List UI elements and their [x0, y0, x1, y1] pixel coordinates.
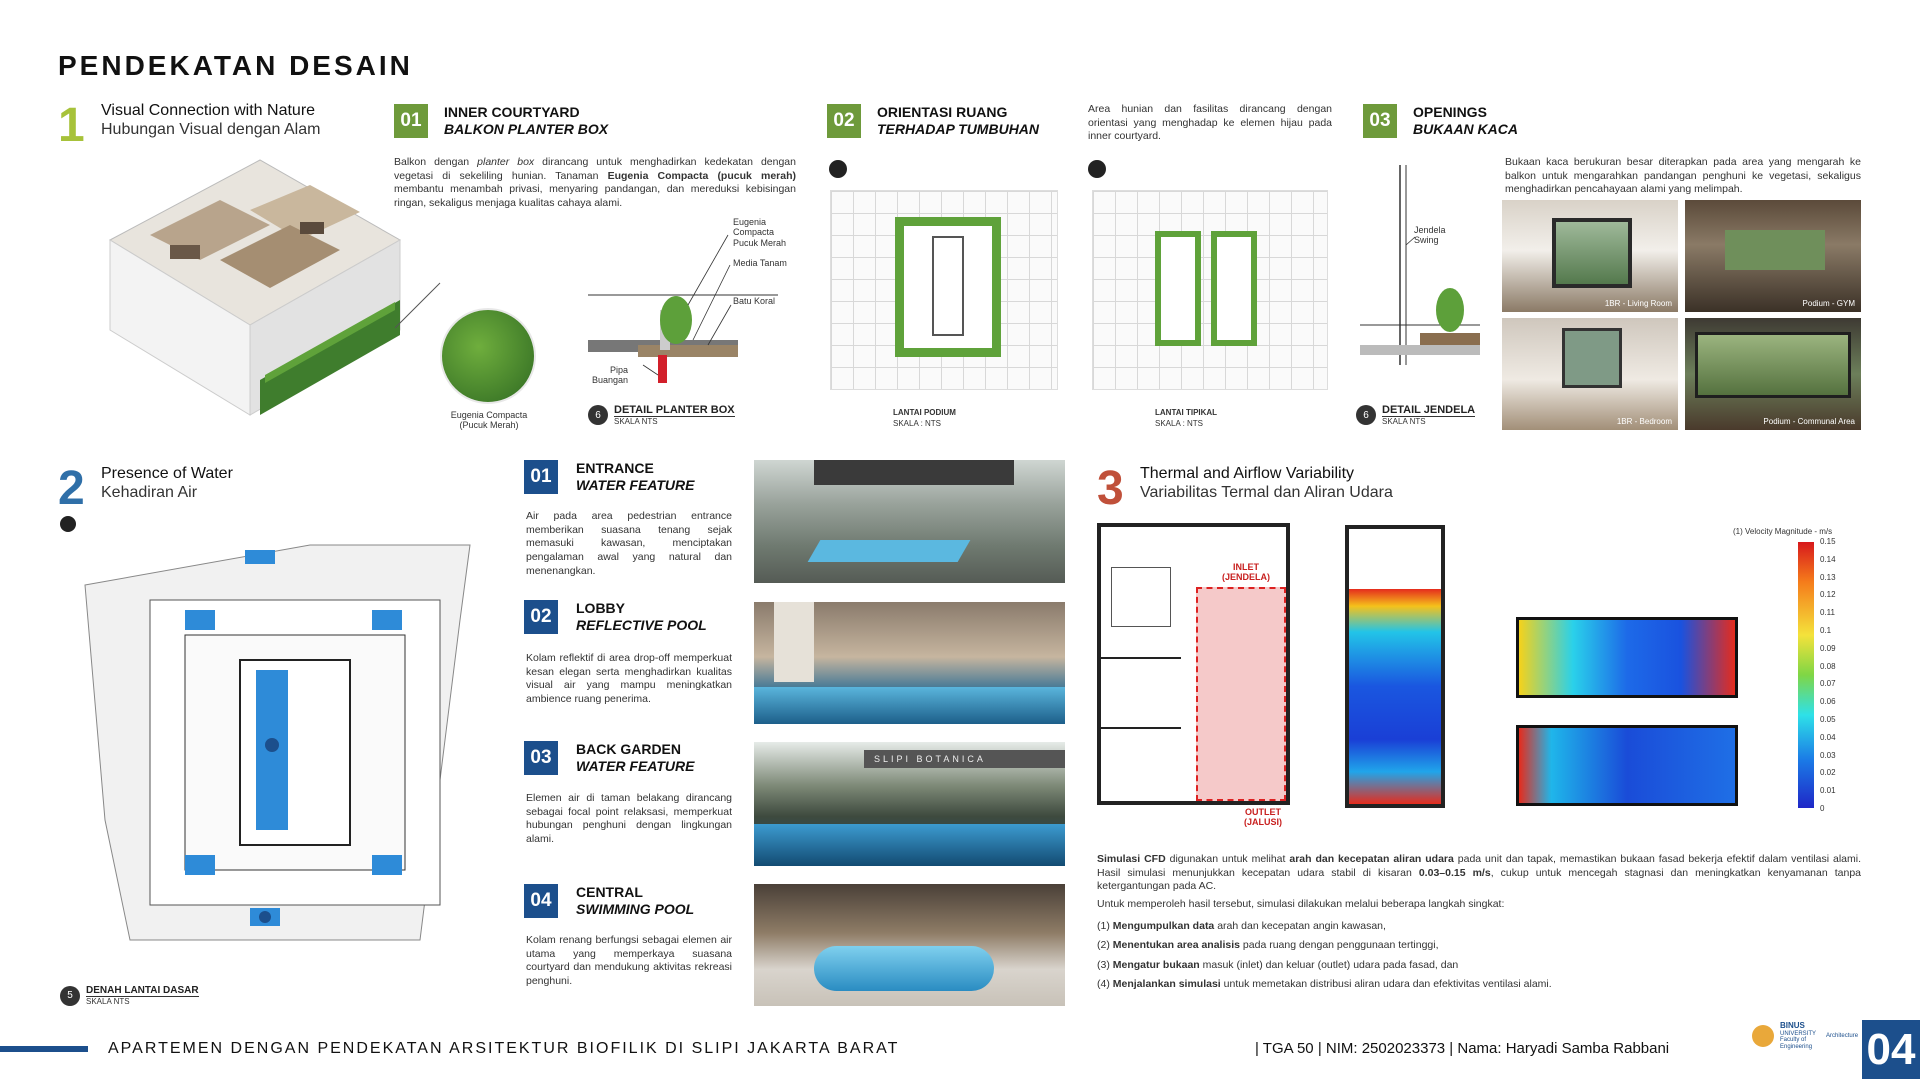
plan1-label: LANTAI PODIUM: [893, 408, 956, 417]
velocity-color-scale: [1798, 542, 1814, 808]
cfd-steps-list: [1097, 917, 1861, 995]
water-item-2-title2: REFLECTIVE POOL: [576, 617, 707, 633]
water-item-2-title1: LOBBY: [576, 600, 625, 616]
cfd-step-number: (4): [1097, 978, 1110, 991]
legend-tick: 0.1: [1820, 625, 1832, 635]
label-eugenia: [733, 217, 786, 248]
footer-student-identity: | TGA 50 | NIM: 2502023373 | Nama: Haryadi Samba Rabbani: [1255, 1040, 1670, 1057]
sub01-desc-bold: Eugenia Compacta (pucuk merah): [607, 169, 796, 182]
badge-02: 02: [827, 104, 861, 138]
podium-courtyard-green: [895, 217, 1001, 357]
legend-tick: 0.15: [1820, 537, 1836, 546]
inlet-label: [1222, 563, 1270, 583]
window-detail-drawing: [1360, 165, 1480, 395]
sub02-description: Area hunian dan fasilitas dirancang dengan orientasi yang menghadap ke elemen hijau pada inner courtyard.: [1088, 103, 1332, 143]
legend-tick: 0.05: [1820, 714, 1836, 724]
detail-jendela-number: 6: [1356, 405, 1376, 425]
photo-caption-3: 1BR - Bedroom: [1616, 417, 1672, 426]
cfd-para1-b1: Simulasi CFD: [1097, 853, 1166, 865]
sub01-title1: INNER COURTYARD: [444, 104, 580, 120]
badge-03: 03: [1363, 104, 1397, 138]
inlet-label-1: INLET: [1233, 562, 1259, 572]
photo-communal-area: [1685, 318, 1861, 430]
legend-tick: 0.09: [1820, 643, 1836, 653]
legend-tick: 0.03: [1820, 750, 1836, 760]
cfd-section-heatmap-1: [1516, 617, 1738, 698]
sub02-title2: TERHADAP TUMBUHAN: [877, 121, 1040, 137]
photo-living-room: [1502, 200, 1678, 312]
sub01-desc-post: membantu menambah privasi, menyaring pandangan, dan mereduksi kebisingan ringan, sekaligus menjaga kualitas cahaya alami.: [394, 183, 796, 209]
legend-tick: 0.01: [1820, 786, 1836, 796]
water-item-1-title2: WATER FEATURE: [576, 477, 695, 493]
north-arrow-icon: [829, 160, 847, 178]
sub03-description: Bukaan kaca berukuran besar diterapkan pada area yang mengarah ke balkon untuk mengarahkan pandangan penghuni ke vegetasi, sekaligus menghadirkan pencahayaan alami yang melimpah.: [1505, 156, 1861, 196]
leader-line: [395, 278, 455, 338]
logo-text-4: Engineering: [1780, 1043, 1813, 1050]
render-back-garden-water-feature: [754, 742, 1065, 866]
water-item-4-title1: CENTRAL: [576, 884, 643, 900]
plan2-scale: SKALA : NTS: [1155, 419, 1204, 428]
water-badge-02: 02: [524, 600, 558, 634]
sub01-desc-italic: planter box: [477, 156, 535, 168]
plan-scale: SKALA NTS: [86, 997, 130, 1006]
cfd-step-bold: Menjalankan simulasi: [1112, 978, 1221, 991]
podium-floor-plan: [830, 190, 1058, 390]
ground-floor-plan-tag: [60, 985, 199, 1006]
binus-logo: [1752, 1022, 1858, 1051]
cfd-para1-b3: 0.03–0.15 m/s: [1418, 866, 1491, 879]
label-pipa-1: Pipa: [609, 365, 628, 375]
photo-caption-4: Podium - Communal Area: [1763, 417, 1855, 426]
logo-text-5: Architecture: [1826, 1033, 1859, 1040]
water-item-4-desc: Kolam renang berfungsi sebagai elemen air utama yang memperkaya suasana courtyard dan mendukung aktivitas rekreasi penghuni.: [526, 934, 732, 987]
sub01-title2: BALKON PLANTER BOX: [444, 121, 609, 137]
logo-text-2: UNIVERSITY: [1780, 1030, 1817, 1037]
detail-planter-tag: [588, 404, 735, 426]
label-pipa-2: Buangan: [591, 375, 628, 386]
legend-tick: 0.12: [1820, 590, 1836, 600]
section-2-title-id: Kehadiran Air: [101, 484, 198, 501]
cfd-step: [1097, 956, 1861, 975]
cfd-step-bold: Menentukan area analisis: [1112, 939, 1240, 952]
cfd-step: [1097, 917, 1861, 936]
label-batu-koral: Batu Koral: [733, 296, 776, 306]
section-2-number: 2: [58, 462, 85, 515]
render-entrance-water-feature: [754, 460, 1065, 583]
page-number: 04: [1862, 1020, 1920, 1079]
legend-title: (1) Velocity Magnitude - m/s: [1733, 527, 1833, 536]
cfd-step-text: pada ruang dengan penggunaan tertinggi,: [1242, 939, 1439, 952]
legend-tick: 0.02: [1820, 768, 1836, 778]
cfd-step-bold: Mengatur bukaan: [1112, 958, 1200, 971]
cfd-para1-b2: arah dan kecepatan aliran udara: [1289, 853, 1454, 865]
section-3-number: 3: [1097, 462, 1124, 515]
plan2-label: LANTAI TIPIKAL: [1155, 408, 1218, 417]
legend-tick: 0.13: [1820, 572, 1836, 582]
sub03-title2: BUKAAN KACA: [1413, 121, 1518, 137]
legend-tick: 0.14: [1820, 554, 1836, 564]
section-1-title-id: Hubungan Visual dengan Alam: [101, 121, 321, 138]
section-2-title-en: Presence of Water: [101, 465, 233, 482]
inlet-label-2: (JENDELA): [1222, 571, 1271, 582]
analysis-area: [1196, 587, 1286, 801]
section-1-title-en: Visual Connection with Nature: [101, 102, 316, 119]
cfd-step-number: (2): [1097, 939, 1110, 952]
badge-01: 01: [394, 104, 428, 138]
sub01-desc-pre: Balkon dengan: [394, 156, 470, 168]
outlet-label-2: (JALUSI): [1244, 816, 1282, 827]
label-pipa: [588, 365, 628, 386]
plan-number: 5: [60, 986, 80, 1006]
water-badge-03: 03: [524, 741, 558, 775]
legend-tick: 0.11: [1820, 608, 1835, 618]
detail-jendela-title: DETAIL JENDELA: [1382, 404, 1476, 416]
water-item-3-title1: BACK GARDEN: [576, 741, 681, 757]
footer-project-title: APARTEMEN DENGAN PENDEKATAN ARSITEKTUR BIOFILIK DI SLIPI JAKARTA BARAT: [108, 1040, 900, 1057]
cfd-step: [1097, 936, 1861, 955]
north-arrow-icon: [1088, 160, 1106, 178]
cfd-para1-t3: , cukup untuk mencegah stagnasi dan meningkatkan kenyamanan tanpa ketergantungan pada AC.: [1097, 866, 1862, 893]
cfd-para1-t1: digunakan untuk melihat: [1169, 853, 1286, 865]
detail-planter-title: DETAIL PLANTER BOX: [614, 404, 735, 416]
binus-logo-mark-icon: [1752, 1025, 1774, 1047]
water-item-1-title1: ENTRANCE: [576, 460, 654, 476]
plant-caption-line1: Eugenia Compacta: [450, 410, 528, 420]
label-jendela: [1414, 225, 1446, 246]
legend-tick: 0.04: [1820, 732, 1836, 742]
typical-floor-plan: [1092, 190, 1328, 390]
cfd-step-number: (3): [1097, 958, 1110, 971]
water-item-2-desc: Kolam reflektif di area drop-off memperkuat kesan elegan serta menghadirkan kualitas visual air yang mampu meningkatkan ambience ruang penerima.: [526, 652, 732, 705]
cfd-step-text: untuk memetakan distribusi aliran udara dan efektivitas ventilasi alami.: [1223, 978, 1552, 991]
label-jendela-2: Swing: [1414, 235, 1439, 246]
cfd-para1-t2: pada unit dan tapak, memastikan bukaan fasad bekerja efektif dalam ventilasi alami. Hasil simulasi menunjukkan kecepatan udara stabil di kisaran: [1097, 853, 1861, 879]
logo-text-1: BINUS: [1780, 1021, 1805, 1030]
legend-ticks: [1820, 537, 1836, 813]
ground-floor-plan: [60, 520, 490, 960]
cfd-step-number: (1): [1097, 920, 1110, 932]
plan1-scale: SKALA : NTS: [893, 419, 942, 428]
detail-jendela-tag: [1356, 404, 1475, 426]
outlet-label: [1244, 808, 1282, 828]
label-jendela-1: Jendela: [1414, 225, 1446, 235]
legend-tick: 0: [1820, 803, 1825, 813]
label-eugenia-3: Pucuk Merah: [733, 237, 787, 248]
sub01-desc-mid: dirancang untuk menghadirkan kedekatan dengan vegetasi di sekeliling hunian. Tanaman: [394, 156, 796, 182]
cfd-step-bold: Mengumpulkan data: [1112, 920, 1215, 932]
label-eugenia-1: Eugenia: [733, 217, 767, 227]
photo-caption-2: Podium - GYM: [1802, 299, 1855, 308]
plant-caption: [443, 410, 535, 430]
legend-tick: 0.07: [1820, 679, 1836, 689]
section-3-title-id: Variabilitas Termal dan Aliran Udara: [1140, 484, 1393, 501]
water-item-3-title2: WATER FEATURE: [576, 758, 695, 774]
cfd-step: [1097, 975, 1861, 994]
plant-caption-line2: (Pucuk Merah): [459, 420, 519, 430]
page-title: PENDEKATAN DESAIN: [58, 50, 413, 81]
sub02-title1: ORIENTASI RUANG: [877, 104, 1008, 120]
sub01-description: [394, 156, 796, 211]
render-central-swimming-pool: [754, 884, 1065, 1006]
detail-planter-number: 6: [588, 405, 608, 425]
photo-caption-1: 1BR - Living Room: [1604, 299, 1672, 308]
water-item-1-desc: Air pada area pedestrian entrance memberikan suasana tenang sejak memasuki kawasan, menciptakan pengalaman awal yang natural dan menenangkan.: [526, 510, 732, 577]
render-lobby-reflective-pool: [754, 602, 1065, 724]
logo-text-3: Faculty of: [1780, 1037, 1807, 1044]
water-item-4-title2: SWIMMING POOL: [576, 901, 695, 917]
label-eugenia-2: Compacta: [733, 227, 775, 238]
detail-jendela-scale: SKALA NTS: [1382, 417, 1426, 426]
cfd-step-text: arah dan kecepatan angin kawasan,: [1217, 920, 1386, 932]
render-sign: SLIPI BOTANICA: [864, 750, 1065, 768]
isometric-unit-illustration: [100, 150, 420, 420]
water-item-3-desc: Elemen air di taman belakang dirancang sebagai focal point relaksasi, memperkuat hubungan penghuni dengan lingkungan alami.: [526, 792, 732, 845]
water-badge-01: 01: [524, 460, 558, 494]
footer-accent-bar: [0, 1046, 88, 1052]
cfd-paragraph-1: [1097, 853, 1861, 894]
legend-tick: 0.06: [1820, 697, 1836, 707]
plan-title: DENAH LANTAI DASAR: [86, 985, 199, 996]
section-1-number: 1: [58, 99, 85, 152]
cfd-plan-heatmap: [1345, 525, 1445, 808]
cfd-paragraph-2: Untuk memperoleh hasil tersebut, simulasi dilakukan melalui beberapa langkah singkat:: [1097, 898, 1505, 910]
section-3-title-en: Thermal and Airflow Variability: [1140, 465, 1355, 482]
legend-tick: 0.08: [1820, 661, 1836, 671]
outlet-label-1: OUTLET: [1245, 807, 1281, 817]
photo-gym: [1685, 200, 1861, 312]
cfd-step-text: masuk (inlet) dan keluar (outlet) udara pada fasad, dan: [1202, 958, 1459, 971]
cfd-section-heatmap-2: [1516, 725, 1738, 806]
photo-bedroom: [1502, 318, 1678, 430]
detail-planter-scale: SKALA NTS: [614, 417, 658, 426]
water-badge-04: 04: [524, 884, 558, 918]
sub03-title1: OPENINGS: [1413, 104, 1487, 120]
label-media-tanam: Media Tanam: [733, 258, 787, 268]
